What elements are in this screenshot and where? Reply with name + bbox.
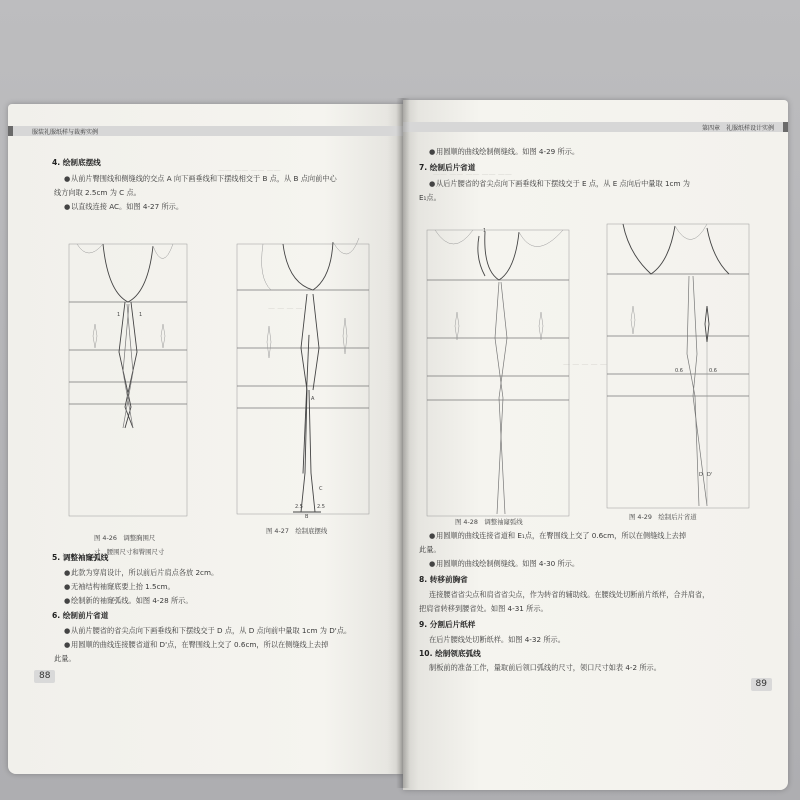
paragraph-line: ●用圆顺的曲线绘制侧缝线。如图 4-29 所示。 — [429, 147, 580, 156]
left-header-marker — [8, 126, 13, 136]
svg-text:0.6: 0.6 — [675, 368, 683, 374]
figure-caption: 图 4-27 绘制底摆线 — [266, 527, 328, 535]
figure-caption: 寸，腰围尺寸和臀围尺寸 — [94, 548, 165, 556]
paragraph-line: ●用圆顺的曲线连接腰省道和 D'点，在臀围线上交了 0.6cm，所以在侧缝线上去掉 — [64, 640, 329, 649]
paragraph-line: ●从后片腰省的省尖点向下画垂线和下摆线交于 E 点，从 E 点向后中量取 1cm 为 — [429, 179, 690, 188]
figure-caption: 图 4-28 调整袖窿弧线 — [455, 518, 523, 526]
svg-text:1: 1 — [139, 312, 143, 318]
svg-text:B: B — [305, 514, 309, 520]
paragraph-line: 把肩省转移到腰省处。如图 4-31 所示。 — [419, 604, 548, 613]
section-heading: 10. 绘制领底弧线 — [419, 649, 481, 658]
paragraph-line: ●从前片臀围线和侧缝线的交点 A 向下画垂线和下摆线相交于 B 点，从 B 点向前中心 — [64, 174, 337, 183]
svg-text:C: C — [319, 486, 323, 492]
left-running-header: 服装礼服纸样与裁剪实例 — [32, 129, 99, 136]
figure-4-26 — [63, 232, 193, 522]
page-number: 88 — [34, 670, 55, 683]
figure-caption: 图 4-26 调整胸围尺 — [94, 534, 156, 542]
section-heading: 7. 绘制后片省道 — [419, 163, 476, 172]
svg-text:D': D' — [707, 472, 713, 478]
paragraph-line: E₁点。 — [419, 193, 441, 202]
paragraph-line: 在后片腰线处切断纸样。如图 4-32 所示。 — [429, 635, 565, 644]
paragraph-line: 此量。 — [54, 654, 76, 663]
figure-4-28 — [423, 218, 573, 518]
section-heading: 5. 调整袖窿弧线 — [52, 553, 109, 562]
right-page: 第四章 礼服纸样设计实例 —— —— —— —— —— — — — — — ●用圆顺的曲线绘制侧缝线。如图 4-29 所示。 7. 绘制后片省道 ●从后片腰省的省尖点向下画垂线和下摆线交于 E 点，从 E 点向后中量取 1cm 为 E₁点。 1 图 4-28 调整袖窿弧线 0.6 0.6 D D' 图 4-29 绘制后片省道 ●用圆顺的曲线连接省道和 E₁点，在臀围线上交了 0.6cm，所以在侧缝线上去掉 此量。 ●用圆顺的曲线绘制侧缝线。如图 4-30 所示。 8. 转移前胸省 连接腰省省尖点和肩省省尖点，作为转省的辅助线。在腰线处切断前片纸样，合并肩省， 把肩省转移到腰省处。如图 4-31 所示。 9. 分割后片纸样 在后片腰线处切断纸样。如图 4-32 所示。 10. 绘制领底弧线 制板前的准备工作，量取前后领口弧线的尺寸，领口尺寸如表 4-2 所示。 89 — [403, 100, 788, 790]
section-heading: 9. 分割后片纸样 — [419, 620, 476, 629]
paragraph-line: ●以直线连接 AC。如图 4-27 所示。 — [64, 202, 184, 211]
book-spine-shadow — [396, 98, 410, 788]
section-heading: 8. 转移前胸省 — [419, 575, 468, 584]
svg-text:A: A — [311, 396, 315, 402]
paragraph-line: ●用圆顺的曲线连接省道和 E₁点，在臀围线上交了 0.6cm，所以在侧缝线上去掉 — [429, 531, 687, 540]
paragraph-line: 线方向取 2.5cm 为 C 点。 — [54, 188, 141, 197]
paragraph-line: ●绘制新的袖窿弧线。如图 4-28 所示。 — [64, 596, 193, 605]
svg-text:1: 1 — [117, 312, 121, 318]
svg-text:D: D — [699, 472, 703, 478]
paragraph-line: ●无袖结构袖窿底要上抬 1.5cm。 — [64, 582, 175, 591]
svg-text:2.5: 2.5 — [317, 504, 325, 510]
svg-text:2.5: 2.5 — [295, 504, 303, 510]
paragraph-line: 连接腰省省尖点和肩省省尖点，作为转省的辅助线。在腰线处切断前片纸样，合并肩省， — [429, 590, 710, 599]
paragraph-line: 此量。 — [419, 545, 441, 554]
page-number: 89 — [751, 678, 772, 691]
paragraph-line: ●从前片腰省的省尖点向下画垂线和下摆线交于 D 点，从 D 点向前中量取 1cm 为 D'点。 — [64, 626, 352, 635]
section-heading: 4. 绘制底摆线 — [52, 158, 101, 167]
paragraph-line: ●用圆顺的曲线绘制侧缝线。如图 4-30 所示。 — [429, 559, 580, 568]
paragraph-line: 制板前的准备工作，量取前后领口弧线的尺寸，领口尺寸如表 4-2 所示。 — [429, 663, 661, 672]
svg-text:0.6: 0.6 — [709, 368, 717, 374]
figure-4-29 — [603, 214, 753, 514]
figure-4-27 — [233, 228, 373, 518]
paragraph-line: ●此款为穿肩设计，所以前后片肩点各放 2cm。 — [64, 568, 219, 577]
left-page: 服装礼服纸样与裁剪实例 —— —— —— —— — — — — 4. 绘制底摆线 ●从前片臀围线和侧缝线的交点 A 向下画垂线和下摆线相交于 B 点，从 B 点向前中心 线方向取 2.5cm 为 C 点。 ●以直线连接 AC。如图 4-27 所示。 1 1 图 4-26 调整胸围尺 寸，腰围尺寸和臀围尺寸 A C 2.5 2.5 B 图 4-27 绘制底摆线 5. 调整袖窿弧线 ●此款为穿肩设计，所以前后片肩点各放 2cm。 ●无袖结构袖窿底要上抬 1.5cm。 ●绘制新的袖窿弧线。如图 4-28 所示。 6. 绘制前片省道 ●从前片腰省的省尖点向下画垂线和下摆线交于 D 点，从 D 点向前中量取 1cm 为 D'点。 ●用圆顺的曲线连接腰省道和 D'点，在臀围线上交了 0.6cm，所以在侧缝线上去掉 此量。 88 — [8, 104, 403, 774]
svg-text:1: 1 — [483, 228, 487, 234]
figure-caption: 图 4-29 绘制后片省道 — [629, 513, 697, 521]
right-running-header: 第四章 礼服纸样设计实例 — [701, 125, 774, 132]
section-heading: 6. 绘制前片省道 — [52, 611, 109, 620]
right-header-marker — [783, 122, 788, 132]
